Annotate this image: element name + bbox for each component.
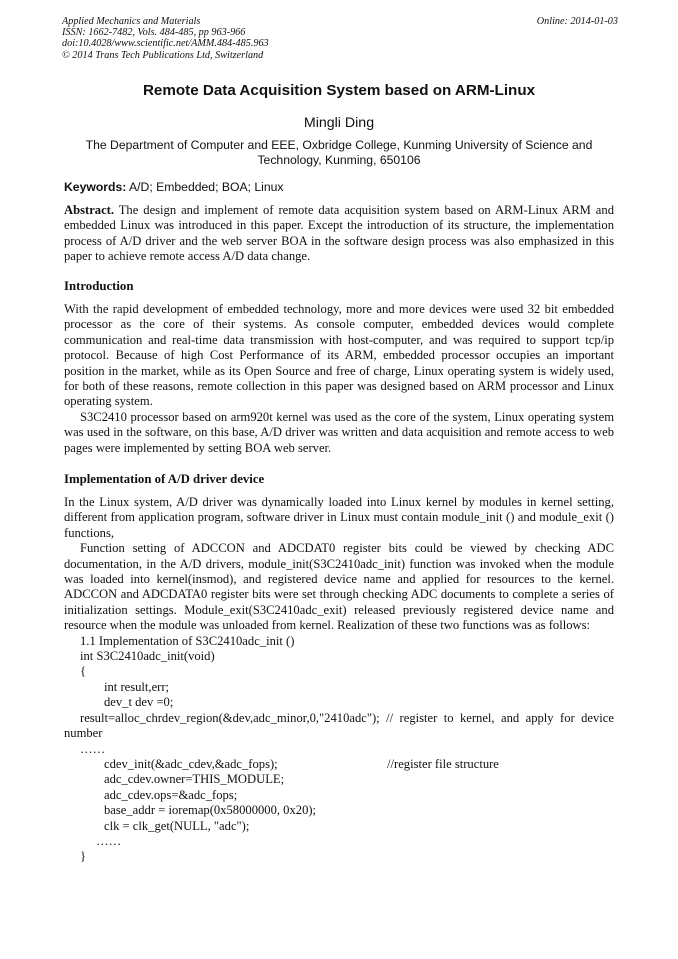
- abstract: [64, 203, 614, 265]
- code-line: [64, 757, 614, 772]
- code-line: base_addr = ioremap(0x58000000, 0x20);: [104, 803, 317, 818]
- code-line: }: [80, 849, 87, 864]
- keywords-label: Keywords:: [64, 180, 127, 194]
- section-heading-implementation: Implementation of A/D driver device: [64, 472, 265, 486]
- journal-header: [62, 16, 618, 61]
- issn-line: ISSN: 1662-7482, Vols. 484-485, pp 963-966: [62, 27, 246, 39]
- section-heading-introduction: Introduction: [64, 279, 134, 293]
- implementation-body: [64, 495, 614, 865]
- author-name: Mingli Ding: [303, 115, 375, 131]
- paragraph: With the rapid development of embedded technology, more and more devices were used 32 bit embedded processor as the core of their systems. As console computer, embedded devices would complete communication and real-time data transmission with host-computer, and was required to support tcp/ip protocol. Because of high Cost Performance of its ARM, embedded processor occupies an important position in the market, while as its Open Source and free of charge, Linux operating system is widely used, for both of these reasons, remote collection in this paper was designed based on ARM processor and Linux operating system.: [64, 302, 614, 409]
- code-line: 1.1 Implementation of S3C2410adc_init (): [80, 633, 295, 648]
- paragraph: Function setting of ADCCON and ADCDAT0 register bits could be viewed by checking ADC documentation, in the A/D drivers, module_init(S3C2410adc_init) function was invoked when the module was loaded into kernel(insmod), and registered device name and applied for resources to the kernel. ADCCON and ADCDATA0 register bits were set through checking ADC documents to complete a series of initialization settings. Module_exit(S3C2410adc_exit) released previously registered device name and resource when the module was unloaded from kernel. Realization of these two functions was as follows:: [64, 541, 614, 633]
- code-line: clk = clk_get(NULL, "adc");: [104, 818, 250, 833]
- journal-name: Applied Mechanics and Materials: [62, 16, 201, 27]
- code-line: {: [80, 664, 87, 679]
- keywords: [64, 180, 614, 195]
- paragraph: S3C2410 processor based on arm920t kernel was used as the core of the system, Linux operating system was used in the software, on this base, A/D driver was written and data acquisition and remote access to web pages were implemented by setting BOA web server.: [64, 409, 614, 455]
- introduction-body: [64, 302, 614, 456]
- doi-line: doi:10.4028/www.scientific.net/AMM.484-485.963: [62, 38, 269, 50]
- code-line: ……: [80, 741, 106, 756]
- paragraph: In the Linux system, A/D driver was dynamically loaded into Linux kernel by modules in kernel setting, different from application program, software driver in Linux must contain module_init () and module_exit () functions,: [64, 495, 614, 540]
- code-line: int result,err;: [104, 679, 170, 694]
- code-comment: //register file structure: [387, 756, 499, 771]
- abstract-text: The design and implement of remote data acquisition system based on ARM-Linux ARM and embedded Linux was introduced in this paper. Except the introduction of its structure, the implementation process of A/D driver and the web server BOA in the software design process was also emphasized in this paper to achieve remote access A/D data change.: [64, 203, 614, 264]
- affiliation: The Department of Computer and EEE, Oxbridge College, Kunming University of Science and Technology, Kunming, 650106: [85, 138, 593, 168]
- online-date: Online: 2014-01-03: [536, 16, 618, 27]
- code-line: int S3C2410adc_init(void): [80, 649, 215, 664]
- abstract-label: Abstract.: [64, 203, 115, 217]
- keywords-text: A/D; Embedded; BOA; Linux: [126, 180, 284, 194]
- code-line: ……: [96, 833, 122, 848]
- code-listing: [64, 634, 614, 865]
- code-line: adc_cdev.ops=&adc_fops;: [104, 787, 238, 802]
- code-line-wrapped: result=alloc_chrdev_region(&dev,adc_minor,0,"2410adc"); // register to kernel, and apply for device number: [64, 710, 614, 741]
- paper-title: Remote Data Acquisition System based on ARM-Linux: [142, 82, 536, 99]
- code-statement: cdev_init(&adc_cdev,&adc_fops);: [104, 756, 278, 771]
- copyright-line: © 2014 Trans Tech Publications Ltd, Switzerland: [62, 49, 264, 61]
- code-line: adc_cdev.owner=THIS_MODULE;: [104, 772, 285, 787]
- code-line: dev_t dev =0;: [104, 695, 174, 710]
